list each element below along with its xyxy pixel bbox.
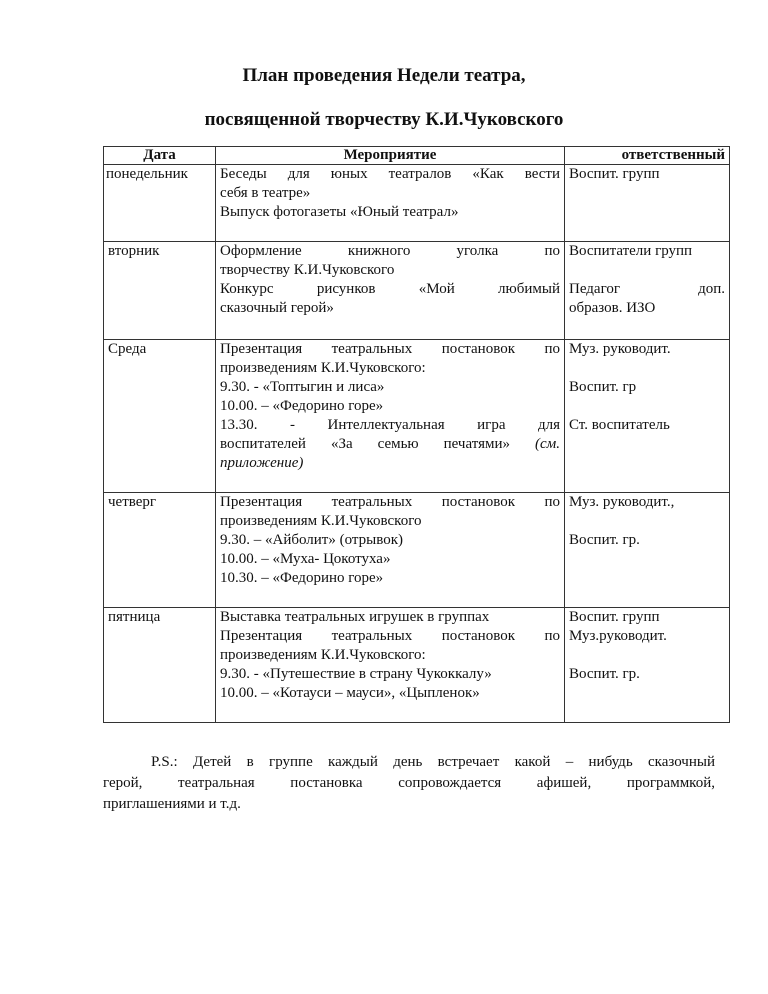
responsible-line: Педагог доп. [569,281,725,297]
event-line: сказочный герой» [220,300,334,316]
event-line-text: воспитателей «За семью печатями» [220,436,511,452]
event-line: 9.30. – «Айболит» (отрывок) [220,532,403,548]
event-line: Презентация театральных постановок по [220,494,560,510]
table-row [104,608,730,723]
table-header-row [104,147,730,165]
day-label: четверг [108,494,157,510]
day-cell [104,493,216,608]
event-line: Презентация театральных постановок по [220,341,560,357]
event-line: Оформление книжного уголка по [220,243,560,259]
day-label: понедельник [106,166,188,182]
event-line: произведениям К.И.Чуковского: [220,360,426,376]
responsible-line: образов. ИЗО [569,300,656,316]
event-line: творчеству К.И.Чуковского [220,262,395,278]
event-line: 9.30. - «Топтыгин и лиса» [220,379,385,395]
event-line: 13.30. - Интеллектуальная игра для [220,417,560,433]
event-note: (см. [535,436,560,452]
table-row [104,165,730,242]
responsible-line: Муз. руководит. [569,341,671,357]
event-line: Беседы для юных театралов «Как вести [220,166,560,182]
responsible-line: Муз. руководит., [569,494,675,510]
event-cell [216,608,565,723]
responsible-line: Воспитатели групп [569,243,693,259]
table-row [104,493,730,608]
postscript-line: P.S.: Детей в группе каждый день встречает какой – нибудь сказочный [151,754,715,770]
day-cell [104,340,216,493]
event-line: 10.30. – «Федорино горе» [220,570,384,586]
event-line: произведениям К.И.Чуковского: [220,647,426,663]
postscript-line: приглашениями и т.д. [103,796,241,812]
day-label: вторник [108,243,160,259]
responsible-line: Воспит. групп [569,166,660,182]
postscript-paragraph [103,752,715,815]
responsible-cell [565,493,730,608]
document-title-line-2: посвященной творчеству К.И.Чуковского [204,109,564,130]
event-line: Выпуск фотогазеты «Юный театрал» [220,204,459,220]
header-responsible: ответственный [565,147,730,165]
day-cell [104,608,216,723]
responsible-line: Ст. воспитатель [569,417,670,433]
responsible-cell [565,608,730,723]
event-line [220,435,560,454]
day-label: Среда [108,341,147,357]
event-note: приложение) [220,455,304,471]
event-cell [216,165,565,242]
event-line: себя в театре» [220,185,311,201]
event-line: 9.30. - «Путешествие в страну Чукоккалу» [220,666,492,682]
table-row [104,340,730,493]
event-line: произведениям К.И.Чуковского [220,513,422,529]
event-cell [216,493,565,608]
event-line: Презентация театральных постановок по [220,628,560,644]
table-row [104,242,730,340]
event-line: 10.00. – «Муха- Цокотуха» [220,551,391,567]
event-line: 10.00. – «Котауси – мауси», «Цыпленок» [220,685,480,701]
responsible-line: Воспит. гр. [569,666,640,682]
event-line: Выставка театральных игрушек в группах [220,609,490,625]
responsible-line: Воспит. групп [569,609,660,625]
event-plan-table [103,146,730,723]
responsible-cell [565,242,730,340]
day-cell [104,242,216,340]
responsible-line: Воспит. гр [569,379,637,395]
responsible-cell [565,165,730,242]
postscript-line: герой, театральная постановка сопровождается афишей, программкой, [103,775,715,791]
event-line: 10.00. – «Федорино горе» [220,398,384,414]
event-line: Конкурс рисунков «Мой любимый [220,281,560,297]
responsible-line: Муз.руководит. [569,628,667,644]
responsible-line: Воспит. гр. [569,532,640,548]
document-title-line-1: План проведения Недели театра, [242,65,526,86]
day-label: пятница [108,609,161,625]
responsible-cell [565,340,730,493]
event-cell [216,340,565,493]
event-cell [216,242,565,340]
header-date: Дата [104,147,216,165]
day-cell [104,165,216,242]
header-event: Мероприятие [216,147,565,165]
